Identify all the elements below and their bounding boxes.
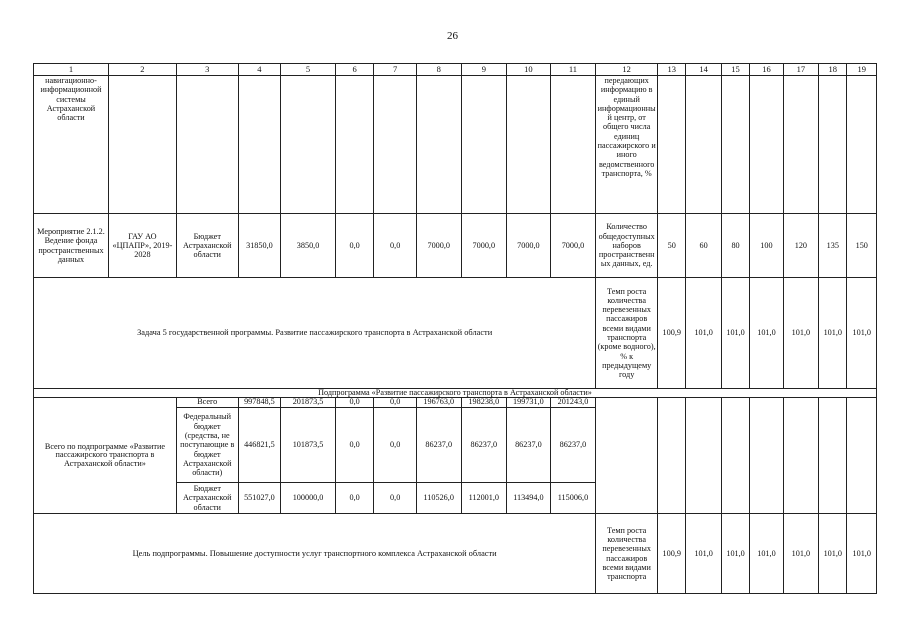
table-row-task5: [34, 278, 877, 389]
value-cell: 201243,0: [550, 398, 596, 408]
value-cell: 446821,5: [238, 408, 281, 483]
value-cell: 0,0: [335, 214, 374, 278]
source-cell: Федеральный бюджет (средства, не поступающие в бюджет Астраханской области): [176, 408, 238, 483]
program-table: [33, 63, 877, 594]
value-cell: 199731,0: [507, 398, 551, 408]
value-cell: 112001,0: [461, 483, 507, 514]
header-cell: 1: [34, 64, 109, 76]
value-cell: 0,0: [374, 398, 417, 408]
value-cell: 0,0: [335, 483, 374, 514]
target-cell: 101,0: [819, 278, 847, 389]
target-cell: 101,0: [847, 514, 877, 594]
value-cell: 196763,0: [416, 398, 461, 408]
value-cell: 997848,5: [238, 398, 281, 408]
value-cell: 0,0: [374, 214, 417, 278]
header-cell: 10: [507, 64, 551, 76]
value-cell: 86237,0: [461, 408, 507, 483]
value-cell: 86237,0: [416, 408, 461, 483]
header-cell: 4: [238, 64, 281, 76]
target-cell: 100,9: [658, 278, 686, 389]
event-name-cell: Мероприятие 2.1.2. Ведение фонда пространственных данных: [34, 214, 109, 278]
value-cell: 101873,5: [281, 408, 336, 483]
header-cell: 9: [461, 64, 507, 76]
indicator-cell: передающих информацию в единый информационный центр, от общего числа единиц пассажирского и иного ведомственного транспорта, %: [596, 76, 658, 214]
target-cell: 50: [658, 214, 686, 278]
table-row-total: [34, 398, 877, 408]
header-cell: 2: [108, 64, 176, 76]
header-cell: 11: [550, 64, 596, 76]
header-cell: 18: [819, 64, 847, 76]
header-cell: 19: [847, 64, 877, 76]
header-cell: 13: [658, 64, 686, 76]
header-cell: 14: [686, 64, 721, 76]
value-cell: 86237,0: [550, 408, 596, 483]
value-cell: 115006,0: [550, 483, 596, 514]
source-cell: Бюджет Астраханской области: [176, 214, 238, 278]
value-cell: 100000,0: [281, 483, 336, 514]
table-row-event: [34, 214, 877, 278]
value-cell: 7000,0: [550, 214, 596, 278]
table-row-subprogram: [34, 389, 877, 398]
header-cell: 16: [750, 64, 783, 76]
page-number: 26: [447, 30, 458, 42]
value-cell: 86237,0: [507, 408, 551, 483]
goal-title-cell: Цель подпрограммы. Повышение доступности услуг транспортного комплекса Астраханской области: [34, 514, 596, 594]
source-cell: Бюджет Астраханской области: [176, 483, 238, 514]
target-cell: 135: [819, 214, 847, 278]
value-cell: 0,0: [335, 408, 374, 483]
target-cell: 101,0: [819, 514, 847, 594]
executor-cell: ГАУ АО «ЦПАПР», 2019-2028: [108, 214, 176, 278]
header-cell: 6: [335, 64, 374, 76]
value-cell: 113494,0: [507, 483, 551, 514]
value-cell: 7000,0: [507, 214, 551, 278]
target-cell: 101,0: [686, 514, 721, 594]
target-cell: 80: [721, 214, 749, 278]
task-title-cell: Задача 5 государственной программы. Развитие пассажирского транспорта в Астраханской области: [34, 278, 596, 389]
target-cell: 101,0: [783, 514, 818, 594]
target-cell: 101,0: [750, 514, 783, 594]
value-cell: 0,0: [335, 398, 374, 408]
value-cell: 3850,0: [281, 214, 336, 278]
target-cell: 101,0: [721, 278, 749, 389]
target-cell: 60: [686, 214, 721, 278]
header-cell: 5: [281, 64, 336, 76]
target-cell: 100: [750, 214, 783, 278]
target-cell: 101,0: [750, 278, 783, 389]
header-cell: 15: [721, 64, 749, 76]
target-cell: 120: [783, 214, 818, 278]
value-cell: 31850,0: [238, 214, 281, 278]
header-cell: 7: [374, 64, 417, 76]
header-cell: 3: [176, 64, 238, 76]
target-cell: 101,0: [686, 278, 721, 389]
header-cell: 12: [596, 64, 658, 76]
value-cell: 551027,0: [238, 483, 281, 514]
value-cell: 201873,5: [281, 398, 336, 408]
table-row-goal: [34, 514, 877, 594]
target-cell: 150: [847, 214, 877, 278]
header-row: [34, 64, 877, 76]
indicator-cell: Количество общедоступных наборов пространственных данных, ед.: [596, 214, 658, 278]
target-cell: 101,0: [721, 514, 749, 594]
event-name-cell: навигационно-информационной системы Астраханской области: [34, 76, 109, 214]
subprogram-title-cell: Подпрограмма «Развитие пассажирского транспорта в Астраханской области»: [34, 389, 877, 398]
source-cell: Всего: [176, 398, 238, 408]
value-cell: 0,0: [374, 483, 417, 514]
header-cell: 17: [783, 64, 818, 76]
indicator-cell: Темп роста количества перевезенных пассажиров всеми видами транспорта: [596, 514, 658, 594]
value-cell: 7000,0: [461, 214, 507, 278]
header-cell: 8: [416, 64, 461, 76]
value-cell: 0,0: [374, 408, 417, 483]
value-cell: 198238,0: [461, 398, 507, 408]
target-cell: 101,0: [783, 278, 818, 389]
indicator-cell: Темп роста количества перевезенных пассажиров всеми видами транспорта (кроме водного), % к предыдущему году: [596, 278, 658, 389]
target-cell: 100,9: [658, 514, 686, 594]
table-row-navigation: [34, 76, 877, 214]
target-cell: 101,0: [847, 278, 877, 389]
value-cell: 110526,0: [416, 483, 461, 514]
total-label-cell: Всего по подпрограмме «Развитие пассажирского транспорта в Астраханской области»: [34, 398, 177, 514]
value-cell: 7000,0: [416, 214, 461, 278]
